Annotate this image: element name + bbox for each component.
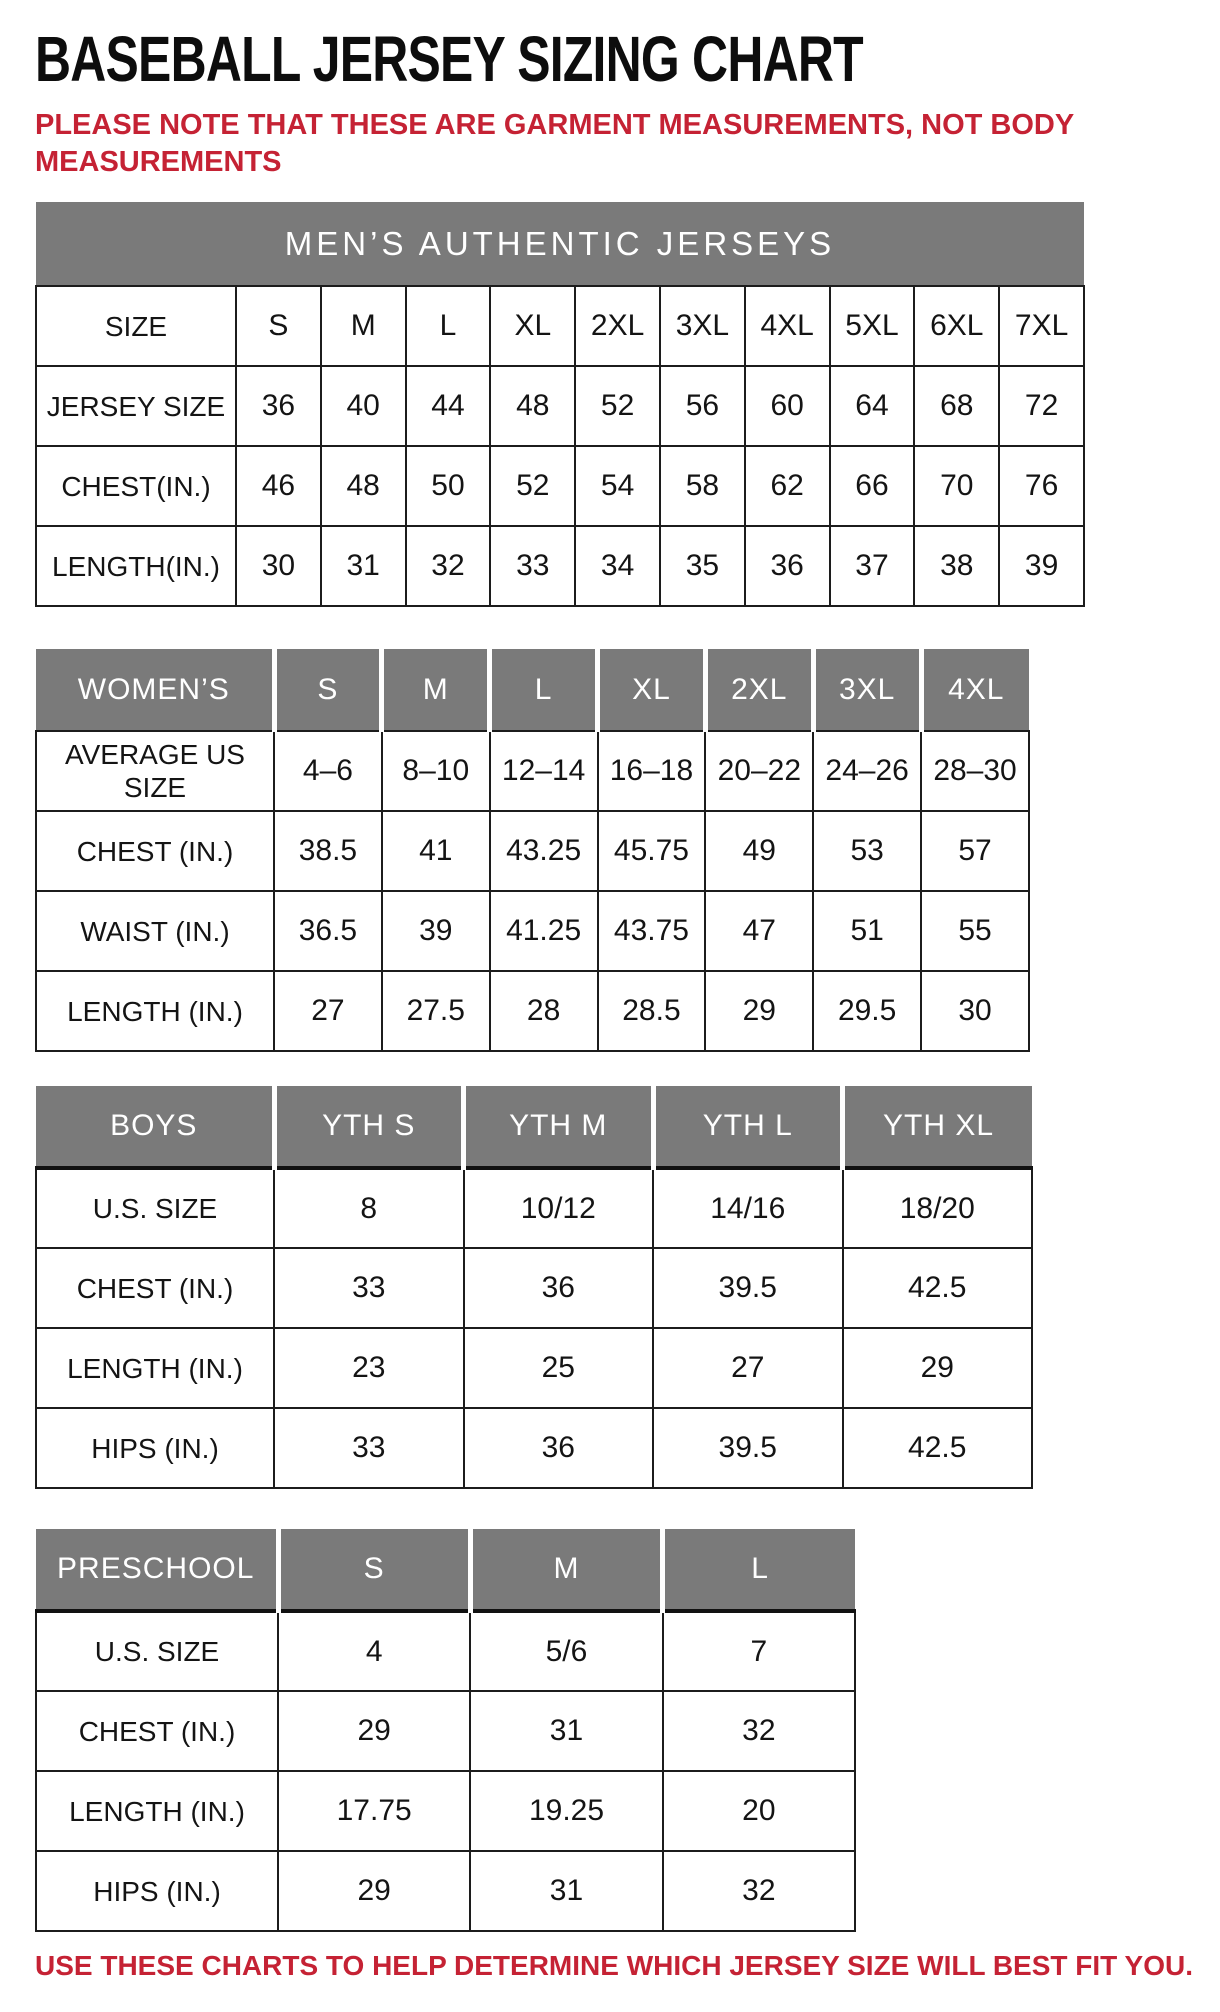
value-cell: 39 xyxy=(382,891,490,971)
row-label: SIZE xyxy=(36,286,236,366)
value-cell: 76 xyxy=(999,446,1084,526)
row-label: CHEST (IN.) xyxy=(36,1248,274,1328)
value-cell: L xyxy=(406,286,491,366)
header-row xyxy=(36,649,1029,731)
value-cell: 39.5 xyxy=(653,1408,843,1488)
value-cell: 29 xyxy=(705,971,813,1051)
row-label: HIPS (IN.) xyxy=(36,1408,274,1488)
preschool-sizing-table xyxy=(35,1529,856,1932)
row-label: WAIST (IN.) xyxy=(36,891,274,971)
value-cell: 28–30 xyxy=(921,731,1029,811)
value-cell: 70 xyxy=(914,446,999,526)
value-cell: 53 xyxy=(813,811,921,891)
value-cell: 43.25 xyxy=(490,811,598,891)
value-cell: 36 xyxy=(464,1248,654,1328)
row-label: CHEST(IN.) xyxy=(36,446,236,526)
value-cell: 31 xyxy=(321,526,406,606)
value-cell: 47 xyxy=(705,891,813,971)
row-label: AVERAGE US SIZE xyxy=(36,731,274,811)
table-row xyxy=(36,1611,855,1691)
table-row xyxy=(36,1691,855,1771)
table-row xyxy=(36,811,1029,891)
row-label: LENGTH (IN.) xyxy=(36,971,274,1051)
value-cell: 12–14 xyxy=(490,731,598,811)
value-cell: 32 xyxy=(406,526,491,606)
value-cell: 39.5 xyxy=(653,1248,843,1328)
row-label: LENGTH (IN.) xyxy=(36,1771,278,1851)
size-column-header: S xyxy=(278,1529,470,1611)
size-column-header: S xyxy=(274,649,382,731)
value-cell: XL xyxy=(490,286,575,366)
value-cell: 27 xyxy=(274,971,382,1051)
value-cell: 38.5 xyxy=(274,811,382,891)
table-header-label: BOYS xyxy=(36,1086,274,1168)
value-cell: 29 xyxy=(278,1851,470,1931)
value-cell: 43.75 xyxy=(598,891,706,971)
size-column-header: YTH L xyxy=(653,1086,843,1168)
row-label: LENGTH(IN.) xyxy=(36,526,236,606)
value-cell: 38 xyxy=(914,526,999,606)
value-cell: 42.5 xyxy=(843,1408,1033,1488)
table-row xyxy=(36,1408,1032,1488)
table-row xyxy=(36,526,1084,606)
row-label: CHEST (IN.) xyxy=(36,811,274,891)
row-label: CHEST (IN.) xyxy=(36,1691,278,1771)
value-cell: 54 xyxy=(575,446,660,526)
size-column-header: M xyxy=(382,649,490,731)
value-cell: 35 xyxy=(660,526,745,606)
size-column-header: L xyxy=(663,1529,855,1611)
table-row xyxy=(36,1248,1032,1328)
boys-sizing-table xyxy=(35,1086,1033,1489)
value-cell: 28 xyxy=(490,971,598,1051)
value-cell: 20 xyxy=(663,1771,855,1851)
table-row xyxy=(36,1771,855,1851)
size-column-header: 4XL xyxy=(921,649,1029,731)
value-cell: 29 xyxy=(278,1691,470,1771)
womens-sizing-table xyxy=(35,649,1030,1052)
value-cell: 4–6 xyxy=(274,731,382,811)
value-cell: 45.75 xyxy=(598,811,706,891)
value-cell: 28.5 xyxy=(598,971,706,1051)
table-row xyxy=(36,891,1029,971)
value-cell: 50 xyxy=(406,446,491,526)
row-label: HIPS (IN.) xyxy=(36,1851,278,1931)
value-cell: 51 xyxy=(813,891,921,971)
value-cell: 7XL xyxy=(999,286,1084,366)
size-column-header: YTH M xyxy=(464,1086,654,1168)
table-row xyxy=(36,731,1029,811)
header-row xyxy=(36,1086,1032,1168)
size-column-header: 2XL xyxy=(705,649,813,731)
mens-sizing-table xyxy=(35,202,1085,607)
value-cell: 20–22 xyxy=(705,731,813,811)
value-cell: M xyxy=(321,286,406,366)
value-cell: 33 xyxy=(274,1408,464,1488)
value-cell: 58 xyxy=(660,446,745,526)
value-cell: 49 xyxy=(705,811,813,891)
page-title: BASEBALL JERSEY SIZING CHART xyxy=(35,23,863,95)
value-cell: 8 xyxy=(274,1168,464,1248)
value-cell: 62 xyxy=(745,446,830,526)
value-cell: 41 xyxy=(382,811,490,891)
value-cell: 48 xyxy=(490,366,575,446)
value-cell: 8–10 xyxy=(382,731,490,811)
banner-row xyxy=(36,202,1084,286)
value-cell: 6XL xyxy=(914,286,999,366)
value-cell: 55 xyxy=(921,891,1029,971)
size-column-header: XL xyxy=(598,649,706,731)
value-cell: 52 xyxy=(575,366,660,446)
table-row xyxy=(36,366,1084,446)
value-cell: 40 xyxy=(321,366,406,446)
value-cell: 44 xyxy=(406,366,491,446)
table-row xyxy=(36,1168,1032,1248)
value-cell: 4XL xyxy=(745,286,830,366)
value-cell: 41.25 xyxy=(490,891,598,971)
value-cell: 31 xyxy=(470,1691,662,1771)
value-cell: 33 xyxy=(274,1248,464,1328)
value-cell: 42.5 xyxy=(843,1248,1033,1328)
value-cell: 66 xyxy=(830,446,915,526)
size-column-header: M xyxy=(470,1529,662,1611)
value-cell: 4 xyxy=(278,1611,470,1691)
value-cell: 2XL xyxy=(575,286,660,366)
value-cell: 46 xyxy=(236,446,321,526)
table-header-label: PRESCHOOL xyxy=(36,1529,278,1611)
row-label: LENGTH (IN.) xyxy=(36,1328,274,1408)
value-cell: 68 xyxy=(914,366,999,446)
size-column-header: YTH XL xyxy=(843,1086,1033,1168)
value-cell: 5/6 xyxy=(470,1611,662,1691)
row-label: JERSEY SIZE xyxy=(36,366,236,446)
value-cell: 19.25 xyxy=(470,1771,662,1851)
value-cell: 7 xyxy=(663,1611,855,1691)
value-cell: 72 xyxy=(999,366,1084,446)
value-cell: 36 xyxy=(236,366,321,446)
value-cell: 52 xyxy=(490,446,575,526)
value-cell: 64 xyxy=(830,366,915,446)
value-cell: 10/12 xyxy=(464,1168,654,1248)
value-cell: 23 xyxy=(274,1328,464,1408)
value-cell: 14/16 xyxy=(653,1168,843,1248)
value-cell: 60 xyxy=(745,366,830,446)
value-cell: S xyxy=(236,286,321,366)
value-cell: 18/20 xyxy=(843,1168,1033,1248)
table-row xyxy=(36,286,1084,366)
value-cell: 34 xyxy=(575,526,660,606)
value-cell: 3XL xyxy=(660,286,745,366)
table-row xyxy=(36,1328,1032,1408)
size-column-header: 3XL xyxy=(813,649,921,731)
value-cell: 27 xyxy=(653,1328,843,1408)
row-label: U.S. SIZE xyxy=(36,1611,278,1691)
value-cell: 16–18 xyxy=(598,731,706,811)
value-cell: 31 xyxy=(470,1851,662,1931)
measurement-note: PLEASE NOTE THAT THESE ARE GARMENT MEASUREMENTS, NOT BODY MEASUREMENTS xyxy=(35,109,1074,178)
value-cell: 30 xyxy=(921,971,1029,1051)
header-row xyxy=(36,1529,855,1611)
value-cell: 36 xyxy=(464,1408,654,1488)
table-row xyxy=(36,971,1029,1051)
value-cell: 56 xyxy=(660,366,745,446)
value-cell: 27.5 xyxy=(382,971,490,1051)
table-row xyxy=(36,1851,855,1931)
value-cell: 36 xyxy=(745,526,830,606)
table-banner-title: MEN’S AUTHENTIC JERSEYS xyxy=(36,202,1084,286)
value-cell: 57 xyxy=(921,811,1029,891)
value-cell: 39 xyxy=(999,526,1084,606)
value-cell: 48 xyxy=(321,446,406,526)
value-cell: 32 xyxy=(663,1691,855,1771)
value-cell: 17.75 xyxy=(278,1771,470,1851)
value-cell: 36.5 xyxy=(274,891,382,971)
size-column-header: YTH S xyxy=(274,1086,464,1168)
value-cell: 29.5 xyxy=(813,971,921,1051)
value-cell: 24–26 xyxy=(813,731,921,811)
value-cell: 30 xyxy=(236,526,321,606)
row-label: U.S. SIZE xyxy=(36,1168,274,1248)
value-cell: 25 xyxy=(464,1328,654,1408)
value-cell: 33 xyxy=(490,526,575,606)
value-cell: 29 xyxy=(843,1328,1033,1408)
footer-note: USE THESE CHARTS TO HELP DETERMINE WHICH JERSEY SIZE WILL BEST FIT YOU. xyxy=(35,1950,1193,1982)
value-cell: 32 xyxy=(663,1851,855,1931)
table-row xyxy=(36,446,1084,526)
value-cell: 5XL xyxy=(830,286,915,366)
size-column-header: L xyxy=(490,649,598,731)
table-header-label: WOMEN’S xyxy=(36,649,274,731)
value-cell: 37 xyxy=(830,526,915,606)
